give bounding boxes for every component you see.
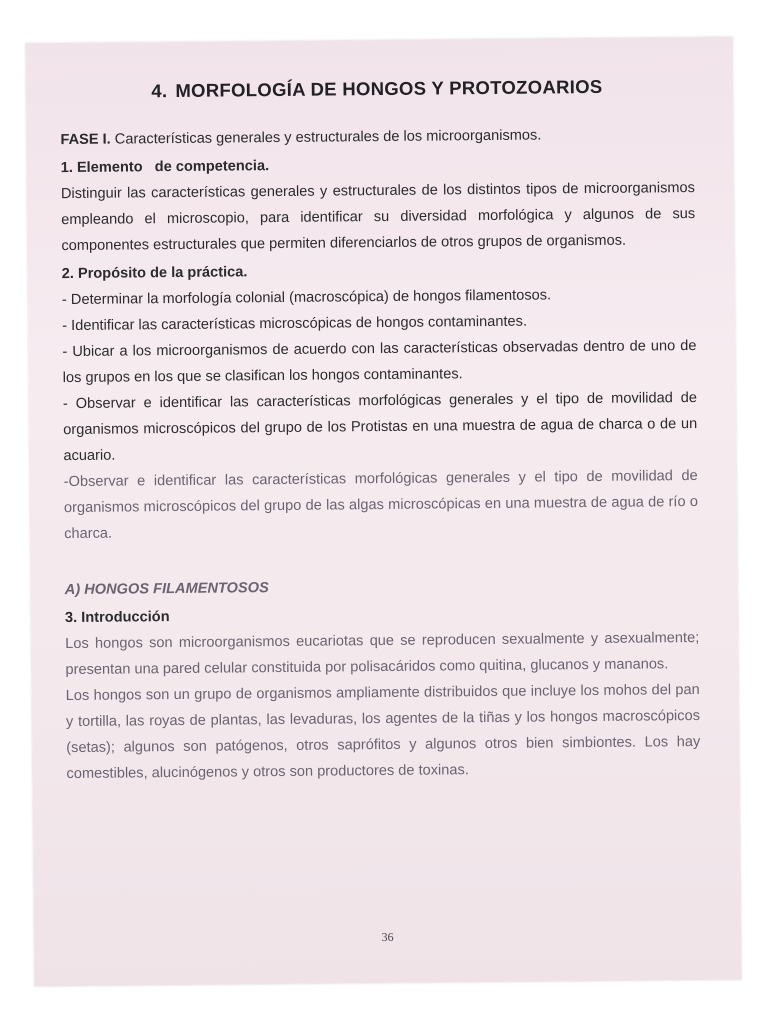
elemento-paragraph: Distinguir las características generales y estructurales de los distintos tipos de microorganismos empleando el microscopio, para identificar su diversidad morfológica y algunos de sus componentes estructurales que permiten diferenciarlos de otros grupos de organismos.: [60, 179, 696, 255]
introduccion-paragraph-2: Los hongos son un grupo de organismos ampliamente distribuidos que incluye los mohos del pan y tortilla, las royas de plantas, las levaduras, los agentes de la tiñas y los hongos macroscópicos (setas); algunos son patógenos, otros saprófitos y algunos otros bien simbiontes. Los hay comestibles, alucinógenos y otros son productores de toxinas.: [65, 681, 701, 783]
proposito-item-2: - Identificar las características microscópicas de hongos contaminantes.: [62, 313, 528, 335]
page-title: [60, 73, 694, 105]
proposito-item-3: - Ubicar a los microorganismos de acuerdo con las características observadas dentro de uno de los grupos en los que se clasifican los hongos contaminantes.: [62, 337, 697, 387]
fase-label: FASE I.: [60, 131, 111, 149]
page-number: 36: [381, 929, 394, 945]
title-text: MORFOLOGÍA DE HONGOS Y PROTOZOARIOS: [175, 75, 603, 101]
proposito-heading: 2. Propósito de la práctica.: [61, 264, 248, 283]
introduccion-paragraph-1: Los hongos son microorganismos eucariotas que se reproducen sexualmente y asexualmente; presentan una pared celular constituida por polisacáridos como quitina, glucanos y mananos.: [65, 629, 700, 679]
elemento-heading: 1. Elemento de competencia.: [60, 158, 270, 177]
proposito-item-1: - Determinar la morfología colonial (macroscópica) de hongos filamentosos.: [61, 287, 552, 309]
page-content: [60, 73, 701, 787]
section-a-heading: A) HONGOS FILAMENTOSOS: [64, 580, 269, 599]
fase-text: Características generales y estructurales de los microorganismos.: [110, 127, 542, 148]
document-page: [25, 37, 741, 987]
fase-line: [60, 121, 694, 153]
proposito-item-4: - Observar e identificar las características morfológicas generales y el tipo de movilidad de organismos microscópicos del grupo de los Protistas en una muestra de agua de charca o de un acuario.: [62, 389, 698, 465]
introduccion-heading: 3. Introducción: [64, 609, 170, 627]
title-number: 4.: [151, 80, 168, 102]
proposito-item-5: -Observar e identificar las características morfológicas generales y el tipo de movilidad de organismos microscópicos del grupo de las algas microscópicas en una muestra de agua de río o charca.: [63, 467, 698, 543]
